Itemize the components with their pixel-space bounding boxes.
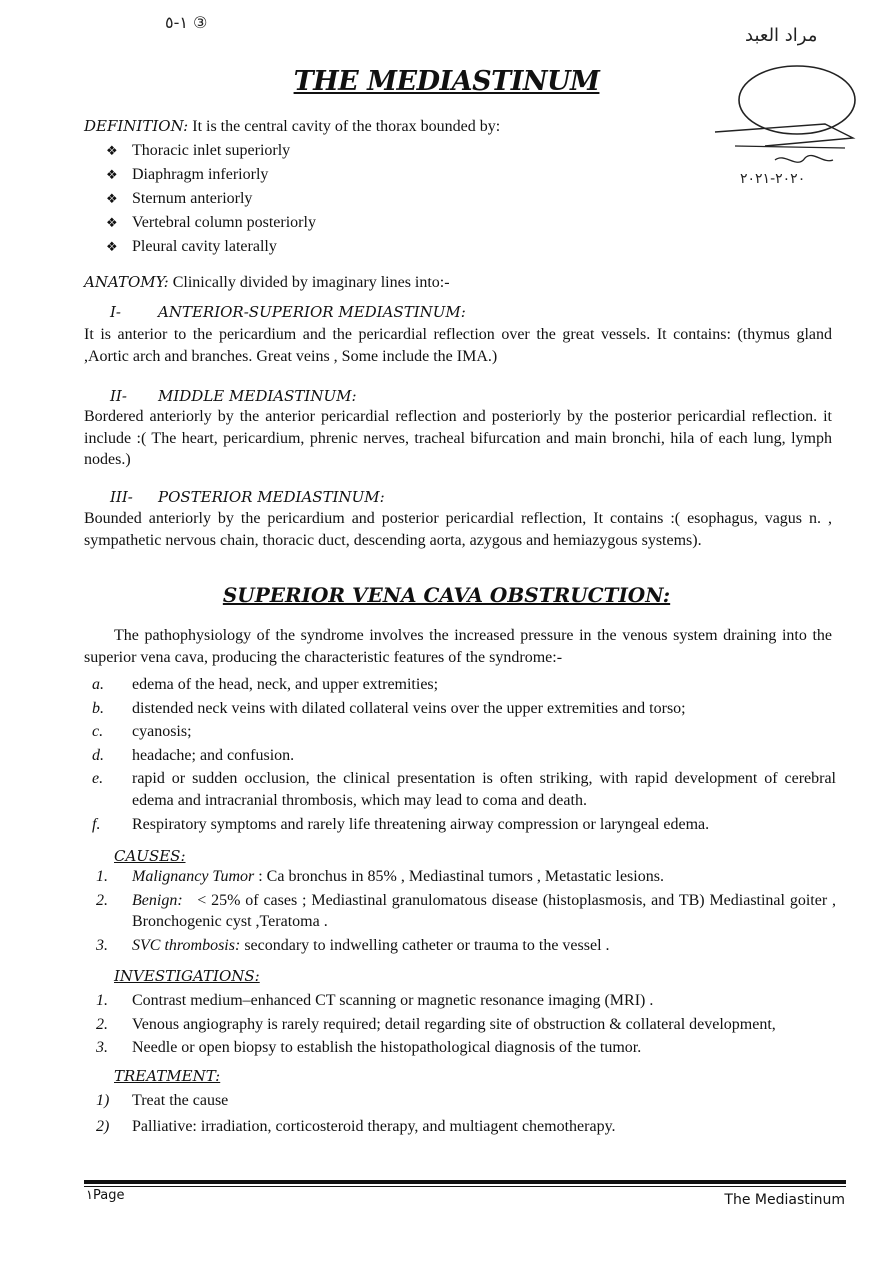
section-heading-middle: II- MIDDLE MEDIASTINUM: xyxy=(110,387,357,405)
list-item: b. distended neck veins with dilated collateral veins over the upper extremities and torso; xyxy=(92,699,686,717)
list-item: ❖ Diaphragm inferiorly xyxy=(106,166,269,183)
treatment-list xyxy=(84,1090,836,1139)
list-item: ❖ Sternum anteriorly xyxy=(106,190,253,207)
svc-intro: The pathophysiology of the syndrome involves the increased pressure in the venous system draining into the superior vena cava, producing the characteristic features of the syndrome:- xyxy=(84,627,832,666)
bullet-icon: ❖ xyxy=(106,144,118,159)
footer-doc-title: The Mediastinum xyxy=(724,1192,845,1208)
section-text-posterior: Bounded anteriorly by the pericardium and posterior pericardial reflection, It contains :( esophagus, vagus n. , sympathetic nervous chain, thoracic duct, descending aorta, azygous and hemiazygous systems). xyxy=(84,510,832,549)
list-item: c. cyanosis; xyxy=(92,723,192,741)
bullet-icon: ❖ xyxy=(106,168,118,183)
section-text-anterior: It is anterior to the pericardium and the pericardial reflection over the great vessels. It contains: (thymus gland ,Aortic arch and branches. Great veins , Some include the IMA.) xyxy=(84,326,832,365)
list-item: 1) Treat the cause xyxy=(96,1092,229,1109)
list-item: e. rapid or sudden occlusion, the clinical presentation is often striking, with rapid development of cerebral edema and intracranial thrombosis, which may lead to coma and death. xyxy=(92,770,836,809)
definition-label: DEFINITION: xyxy=(84,117,189,135)
list-item: ❖ Vertebral column posteriorly xyxy=(106,214,316,231)
page-number: ١Page xyxy=(86,1188,125,1203)
section-heading-anterior: I- ANTERIOR-SUPERIOR MEDIASTINUM: xyxy=(110,303,466,321)
svc-heading: SUPERIOR VENA CAVA OBSTRUCTION: xyxy=(222,583,671,607)
investigations-list xyxy=(84,990,836,1061)
boundaries-list xyxy=(106,140,316,260)
handwritten-note-top-right: مراد العبد xyxy=(745,25,818,46)
footer-divider xyxy=(84,1180,846,1184)
list-item: ❖ Thoracic inlet superiorly xyxy=(106,142,291,159)
page-title: THE MEDIASTINUM xyxy=(293,66,600,97)
investigations-heading: INVESTIGATIONS: xyxy=(114,967,260,985)
bullet-icon: ❖ xyxy=(106,192,118,207)
causes-list xyxy=(84,866,836,958)
causes-heading: CAUSES: xyxy=(114,847,186,865)
treatment-heading: TREATMENT: xyxy=(114,1067,221,1085)
list-item: 3. Needle or open biopsy to establish the histopathological diagnosis of the tumor. xyxy=(96,1039,642,1057)
definition-line xyxy=(84,116,834,138)
list-item: 2. Venous angiography is rarely required; detail regarding site of obstruction & collateral development, xyxy=(96,1015,776,1033)
list-item: 2. Benign: < 25% of cases ; Mediastinal granulomatous disease (histoplasmosis, and TB) Mediastinal goiter , Bronchogenic cyst ,Teratoma . xyxy=(96,891,837,931)
handwritten-note-top-left: ١-٥ ③ xyxy=(165,13,208,32)
section-heading-posterior: III- POSTERIOR MEDIASTINUM: xyxy=(110,488,385,506)
definition-text: It is the central cavity of the thorax bounded by: xyxy=(192,118,501,135)
list-item: 1. Contrast medium–enhanced CT scanning or magnetic resonance imaging (MRI) . xyxy=(96,992,654,1009)
handwritten-date: ٢٠٢٠-٢٠٢١ xyxy=(740,171,806,187)
anatomy-text: Clinically divided by imaginary lines into:- xyxy=(172,274,450,291)
list-item: ❖ Pleural cavity laterally xyxy=(106,238,277,255)
section-text-middle: Bordered anteriorly by the anterior pericardial reflection and posteriorly by the posterior pericardial reflection. it include :( The heart, pericardium, phrenic nerves, tracheal bifurcation and main bronchi, hila of each lung, lymph nodes.) xyxy=(84,408,832,469)
anatomy-label: ANATOMY: xyxy=(84,273,169,291)
features-list xyxy=(84,674,836,837)
anatomy-line xyxy=(84,272,834,294)
bullet-icon: ❖ xyxy=(106,240,118,255)
bullet-icon: ❖ xyxy=(106,216,118,231)
list-item: 2) Palliative: irradiation, corticosteroid therapy, and multiagent chemotherapy. xyxy=(96,1117,616,1135)
list-item: f. Respiratory symptoms and rarely life threatening airway compression or laryngeal edema. xyxy=(92,815,710,833)
list-item: 3. SVC thrombosis: secondary to indwelling catheter or trauma to the vessel . xyxy=(96,936,610,954)
footer-divider-thin xyxy=(84,1186,846,1187)
list-item: 1. Malignancy Tumor : Ca bronchus in 85% , Mediastinal tumors , Metastatic lesions. xyxy=(96,868,664,885)
list-item: d. headache; and confusion. xyxy=(92,746,295,764)
list-item: a. edema of the head, neck, and upper extremities; xyxy=(92,676,439,693)
